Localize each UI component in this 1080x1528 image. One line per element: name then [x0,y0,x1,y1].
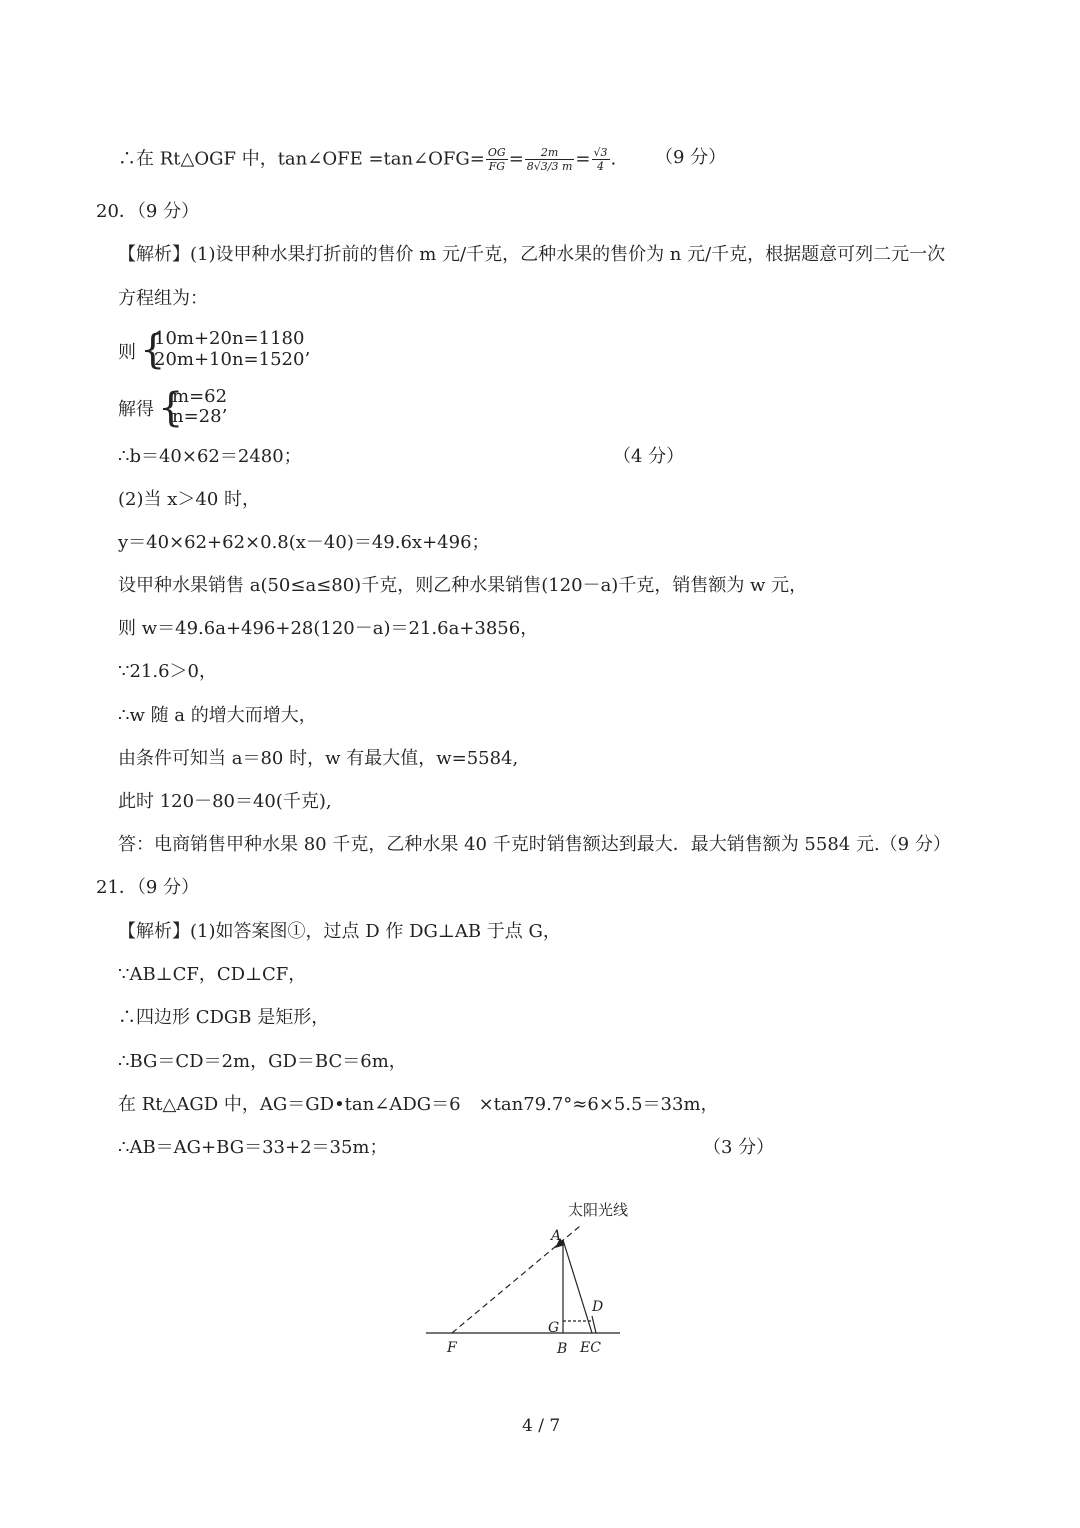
q20-p2-5: ∵21.6＞0， [118,661,217,682]
q20-b-line: ∴b＝40×62＝2480； [118,446,302,467]
q20-p2-3: 设甲种水果销售 a(50≤a≤80)千克，则乙种水果销售(120－a)千克，销售额为 w 元， [118,575,808,596]
prev-score: （9 分） [655,147,727,168]
label-f: F [447,1340,457,1356]
q20-analysis-2: 方程组为： [118,288,208,309]
label-d: D [592,1299,604,1315]
q20-p2-4: 则 w＝49.6a+496+28(120－a)＝21.6a+3856， [118,618,539,639]
fraction-2m: $\frac{2m}{8√3/3 m}$ [526,146,573,173]
q21-line-5: 在 Rt△AGD 中，AG＝GD•tan∠ADG＝6 ×tan79.7°≈6×5.5＝33m， [118,1094,719,1115]
q21-line-1: 【解析】(1)如答案图①，过点 D 作 DG⊥AB 于点 G， [118,921,561,942]
q20-system-eq2: 20m+10n=1520’ [154,349,311,370]
q20-p2-6: ∴w 随 a 的增大而增大， [118,705,317,726]
q20-system-label: 则 [118,342,136,363]
fraction-og-fg: $\frac{OG}{FG}$ [487,146,506,173]
q21-line-6-score: （3 分） [703,1137,775,1158]
page-number: 4 / 7 [522,1416,561,1436]
q20-solution-label: 解得 [118,399,154,420]
q20-p2-1: (2)当 x＞40 时， [118,489,260,510]
fraction-sqrt3-4: $\frac{√3}{4}$ [593,146,608,173]
q21-line-2: ∵AB⊥CF，CD⊥CF， [118,964,307,985]
label-ec: EC [580,1340,601,1356]
sun-label: 太阳光线 [568,1201,629,1219]
q20-system-eq1: 10m+20n=1180 [154,328,305,349]
q20-solution-eq1: m=62 [172,386,228,407]
q20-b-score: （4 分） [613,446,685,467]
segment-dc [592,1316,596,1333]
system-brace: { [140,327,166,373]
label-a: A [551,1228,562,1244]
q20-p2-8: 此时 120－80＝40(千克), [118,791,332,812]
label-b: B [557,1341,568,1357]
q20-p2-2: y＝40×62+62×0.8(x－40)＝49.6x+496； [118,532,490,553]
q21-title: 21．（9 分） [96,877,200,898]
q20-title: 20．（9 分） [96,201,200,222]
q21-line-6: ∴AB＝AG+BG＝33+2＝35m； [118,1137,388,1158]
q21-line-4: ∴BG＝CD＝2m，GD＝BC＝6m， [118,1051,407,1072]
q20-p2-7: 由条件可知当 a＝80 时，w 有最大值，w=5584, [118,748,519,769]
q20-solution-eq2: n=28’ [172,406,228,427]
q20-analysis-1: 【解析】(1)设甲种水果打折前的售价 m 元/千克，乙种水果的售价为 n 元/千克，根据题意可列二元一次 [118,244,946,265]
prev-line: ∴在 Rt△OGF 中，tan∠OFE =tan∠OFG= $\frac{OG}{FG}$ = $\frac{2m}{8√3/3 m}$ = $\frac{√3}{4}$ . [118,146,617,173]
solution-brace: { [158,385,184,431]
prev-text: ∴在 Rt△OGF 中，tan∠OFE =tan∠OFG= [118,148,485,170]
q20-answer: 答：电商销售甲种水果 80 千克，乙种水果 40 千克时销售额达到最大．最大销售额为 5584 元.（9 分） [118,834,951,855]
label-g: G [548,1320,560,1336]
segment-ae [563,1240,592,1333]
q21-line-3: ∴四边形 CDGB 是矩形， [118,1007,330,1028]
